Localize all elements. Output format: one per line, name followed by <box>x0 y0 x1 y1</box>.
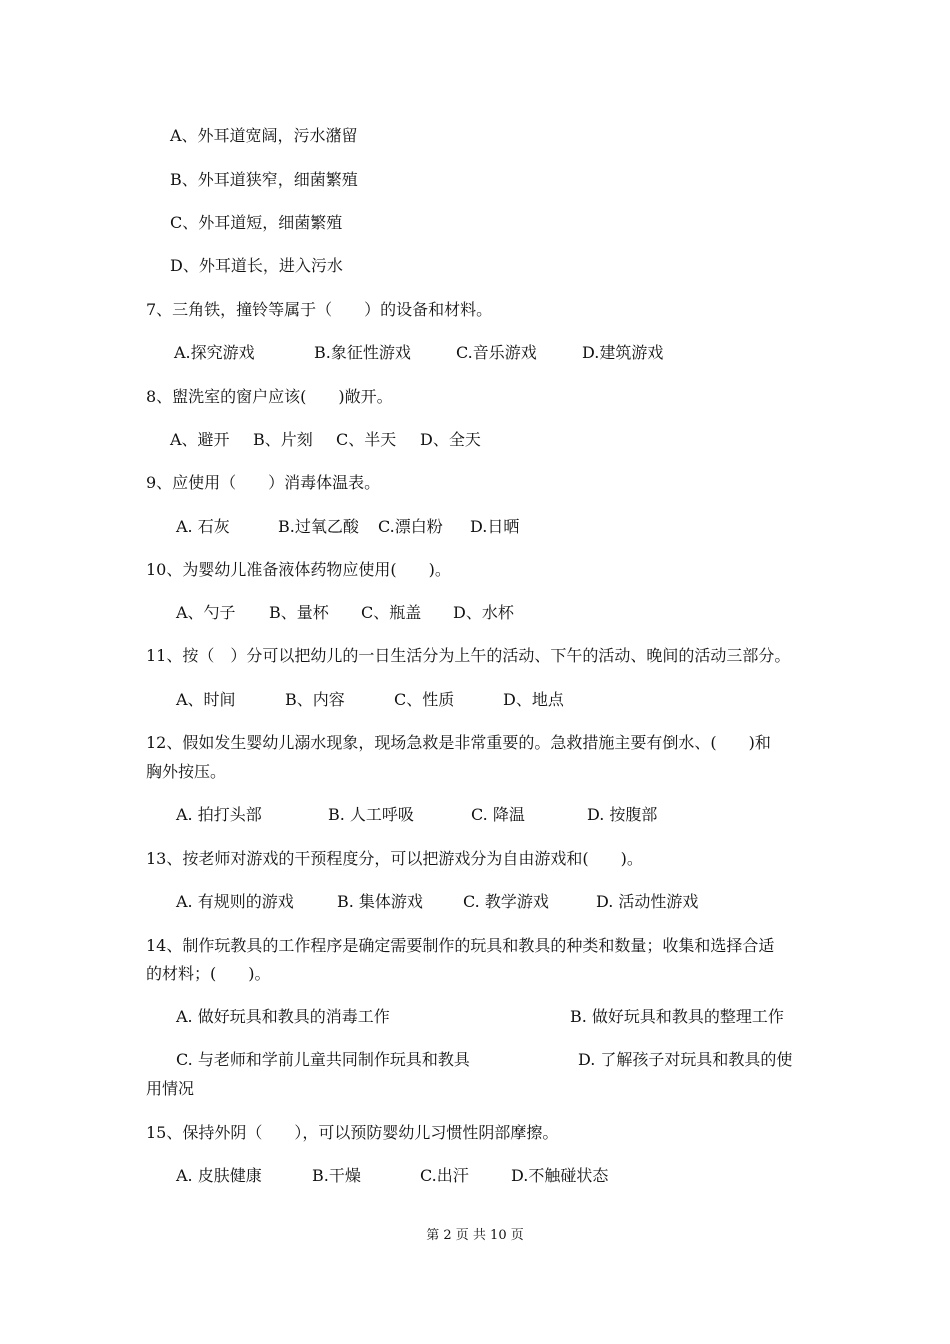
q13-option-b: B. 集体游戏 <box>337 892 423 911</box>
q14-option-b: B. 做好玩具和教具的整理工作 <box>570 1007 784 1026</box>
q10-option-c: C、瓶盖 <box>361 603 422 622</box>
q12-text-line2: 胸外按压。 <box>146 762 227 781</box>
q10-text: 10、为婴幼儿准备液体药物应使用( )。 <box>146 560 451 579</box>
q6-option-b: B、外耳道狭窄，细菌繁殖 <box>170 170 358 189</box>
q10-option-a: A、勺子 <box>176 603 236 622</box>
q11-option-d: D、地点 <box>503 690 564 709</box>
q11-option-a: A、时间 <box>176 690 236 709</box>
q14-text-line2: 的材料；( )。 <box>146 964 271 983</box>
page-number-footer: 第 2 页 共 10 页 <box>426 1228 524 1243</box>
q13-option-d: D. 活动性游戏 <box>596 892 699 911</box>
q9-option-b: B.过氧乙酸 <box>278 517 359 536</box>
q10-option-d: D、水杯 <box>453 603 514 622</box>
q12-option-d: D. 按腹部 <box>587 805 658 824</box>
q14-option-a: A. 做好玩具和教具的消毒工作 <box>176 1007 390 1026</box>
q13-text: 13、按老师对游戏的干预程度分，可以把游戏分为自由游戏和( )。 <box>146 849 643 868</box>
q15-option-c: C.出汗 <box>420 1166 469 1185</box>
q6-option-a: A、外耳道宽阔，污水潴留 <box>170 126 358 145</box>
q12-option-b: B. 人工呼吸 <box>328 805 414 824</box>
q14-option-c: C. 与老师和学前儿童共同制作玩具和教具 <box>176 1050 470 1069</box>
q13-option-c: C. 教学游戏 <box>463 892 549 911</box>
q9-option-d: D.日晒 <box>470 517 520 536</box>
q14-option-d: D. 了解孩子对玩具和教具的使 <box>578 1050 793 1069</box>
q12-option-c: C. 降温 <box>471 805 525 824</box>
q8-option-d: D、全天 <box>420 430 481 449</box>
q9-option-c: C.漂白粉 <box>378 517 443 536</box>
q8-option-a: A、避开 <box>170 430 230 449</box>
q11-text: 11、按（ ）分可以把幼儿的一日生活分为上午的活动、下午的活动、晚间的活动三部分。 <box>146 646 791 665</box>
q7-option-c: C.音乐游戏 <box>456 343 537 362</box>
q10-option-b: B、量杯 <box>269 603 329 622</box>
q14-text-line1: 14、制作玩教具的工作程序是确定需要制作的玩具和教具的种类和数量；收集和选择合适 <box>146 936 775 955</box>
q9-text: 9、应使用（ ）消毒体温表。 <box>146 473 381 492</box>
q9-option-a: A. 石灰 <box>176 517 230 536</box>
q13-option-a: A. 有规则的游戏 <box>176 892 294 911</box>
q6-option-d: D、外耳道长，进入污水 <box>170 256 343 275</box>
q11-option-b: B、内容 <box>285 690 345 709</box>
q7-text: 7、三角铁，撞铃等属于（ ）的设备和材料。 <box>146 300 493 319</box>
q7-option-b: B.象征性游戏 <box>314 343 411 362</box>
q15-option-b: B.干燥 <box>312 1166 361 1185</box>
q8-option-c: C、半天 <box>336 430 397 449</box>
q7-option-d: D.建筑游戏 <box>582 343 664 362</box>
q12-option-a: A. 拍打头部 <box>176 805 262 824</box>
q6-option-c: C、外耳道短，细菌繁殖 <box>170 213 343 232</box>
q8-text: 8、盥洗室的窗户应该( )敞开。 <box>146 387 393 406</box>
q15-option-d: D.不触碰状态 <box>511 1166 609 1185</box>
q8-option-b: B、片刻 <box>253 430 313 449</box>
q12-text-line1: 12、假如发生婴幼儿溺水现象，现场急救是非常重要的。急救措施主要有倒水、( )和 <box>146 733 771 752</box>
q15-option-a: A. 皮肤健康 <box>176 1166 262 1185</box>
q11-option-c: C、性质 <box>394 690 455 709</box>
q14-option-d-continued: 用情况 <box>146 1079 195 1098</box>
q15-text: 15、保持外阴（ ），可以预防婴幼儿习惯性阴部摩擦。 <box>146 1123 559 1142</box>
q7-option-a: A.探究游戏 <box>174 343 255 362</box>
